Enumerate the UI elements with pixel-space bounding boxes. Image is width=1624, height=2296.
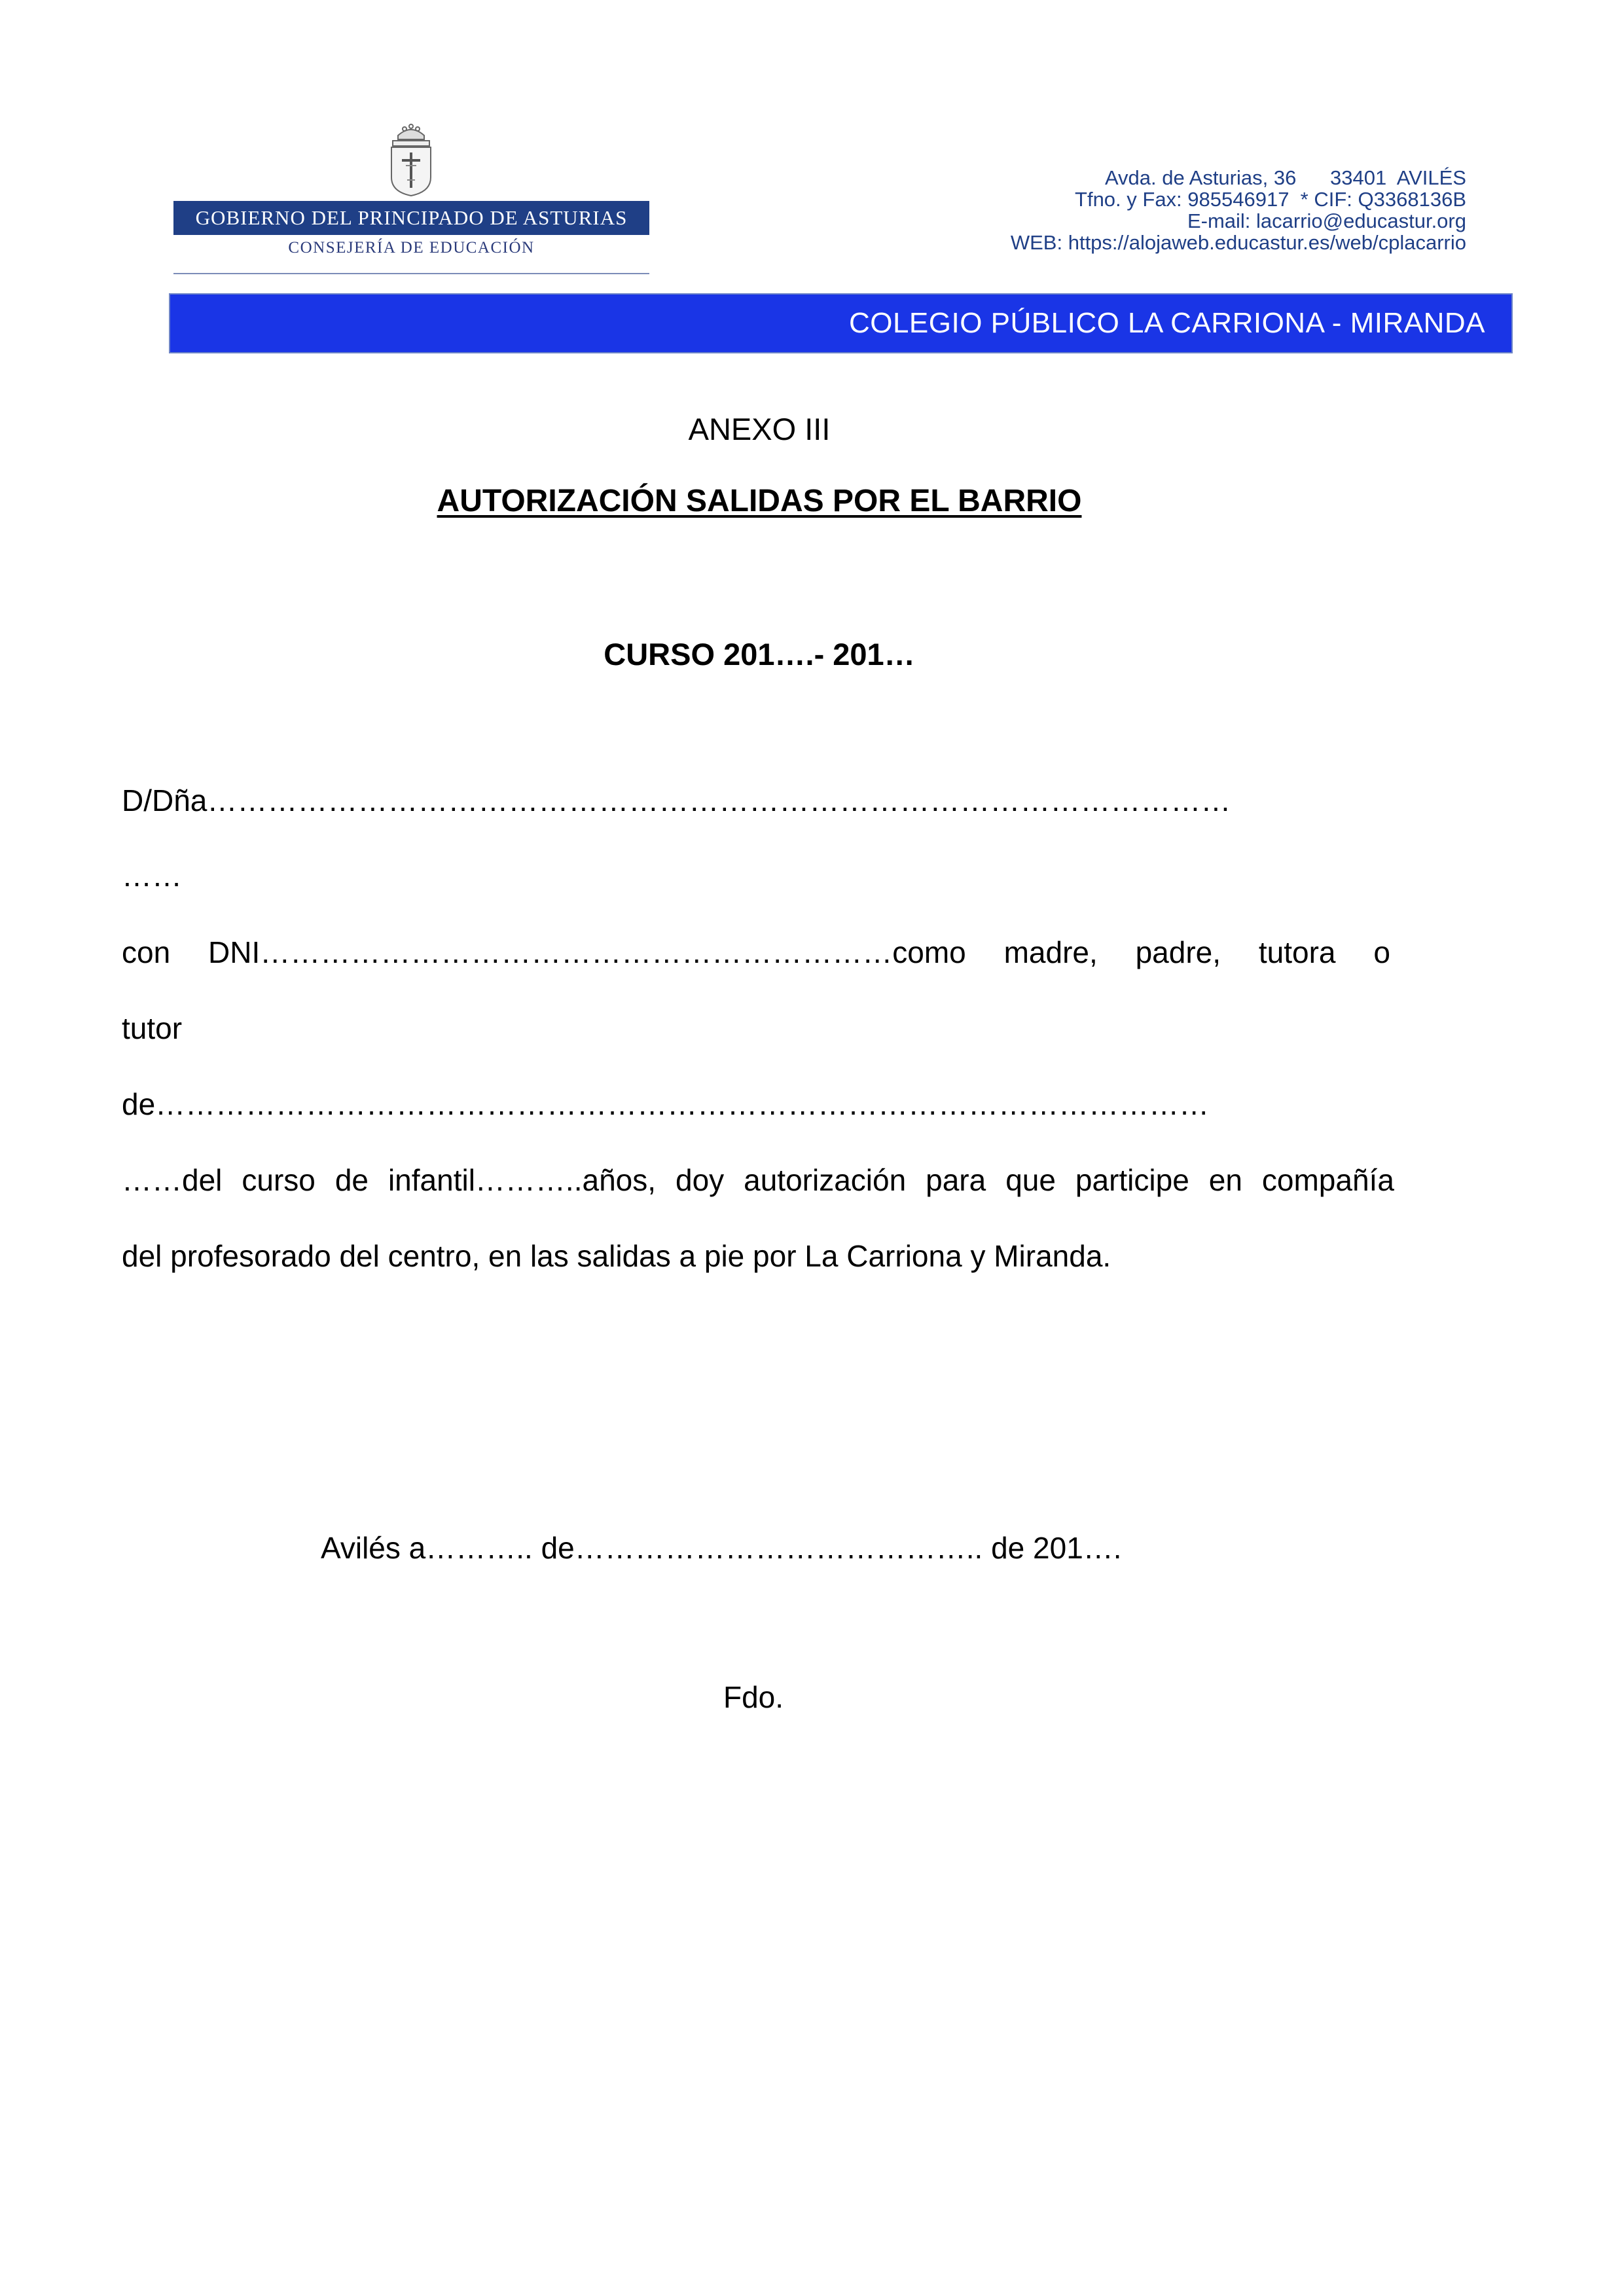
authorization-word: doy	[675, 1163, 725, 1197]
school-name-banner	[169, 293, 1513, 353]
school-website: WEB: https://alojaweb.educastur.es/web/cplacarrio	[1010, 231, 1466, 254]
authorization-word: en	[1208, 1163, 1242, 1197]
dni-word: tutora	[1258, 935, 1336, 969]
dni-word: DNI………………………………………………………como	[208, 935, 966, 969]
authorization-word: compañía	[1261, 1163, 1394, 1197]
student-name-line: de……………………………………………………………………………………………	[122, 1087, 1210, 1121]
authorization-word: infantil………..años,	[388, 1163, 657, 1197]
signature-label: Fdo.	[723, 1680, 784, 1714]
school-email: E-mail: lacarrio@educastur.org	[1187, 209, 1466, 232]
place-date-line: Avilés a……….. de………………………………….. de 201….	[321, 1531, 1122, 1565]
dni-line	[122, 934, 1390, 971]
authorization-scope-line: del profesorado del centro, en las salidas a pie por La Carriona y Miranda.	[122, 1239, 1111, 1273]
authorization-word: autorización	[744, 1163, 907, 1197]
dni-word: o	[1373, 935, 1390, 969]
document-title: AUTORIZACIÓN SALIDAS POR EL BARRIO	[437, 484, 1082, 518]
course-authorization-line	[122, 1162, 1394, 1198]
government-name-banner	[173, 201, 649, 235]
school-phone: Tfno. y Fax: 985546917 * CIF: Q3368136B	[1075, 188, 1466, 211]
authorization-word: participe	[1075, 1163, 1189, 1197]
school-address: Avda. de Asturias, 36 33401 AVILÉS	[1104, 166, 1466, 189]
guardian-name-line-continuation: ……	[122, 859, 182, 893]
asturias-coat-of-arms-icon	[384, 121, 439, 198]
authorization-word: para	[926, 1163, 986, 1197]
school-name: COLEGIO PÚBLICO LA CARRIONA - MIRANDA	[848, 307, 1485, 339]
authorization-word: de	[334, 1163, 369, 1197]
dni-word: padre,	[1135, 935, 1221, 969]
header-divider	[173, 273, 649, 274]
guardian-name-line: D/Dña…………………………………………………………………………………………	[122, 783, 1231, 817]
government-name: GOBIERNO DEL PRINCIPADO DE ASTURIAS	[195, 206, 628, 229]
authorization-word: curso	[242, 1163, 316, 1197]
authorization-word: ……del	[122, 1163, 223, 1197]
department-name: CONSEJERÍA DE EDUCACIÓN	[288, 239, 535, 257]
tutor-line: tutor	[122, 1011, 183, 1045]
course-year: CURSO 201….- 201…	[604, 637, 915, 672]
annex-label: ANEXO III	[688, 412, 831, 446]
dni-word: con	[122, 935, 171, 969]
dni-word: madre,	[1003, 935, 1098, 969]
authorization-word: que	[1005, 1163, 1056, 1197]
